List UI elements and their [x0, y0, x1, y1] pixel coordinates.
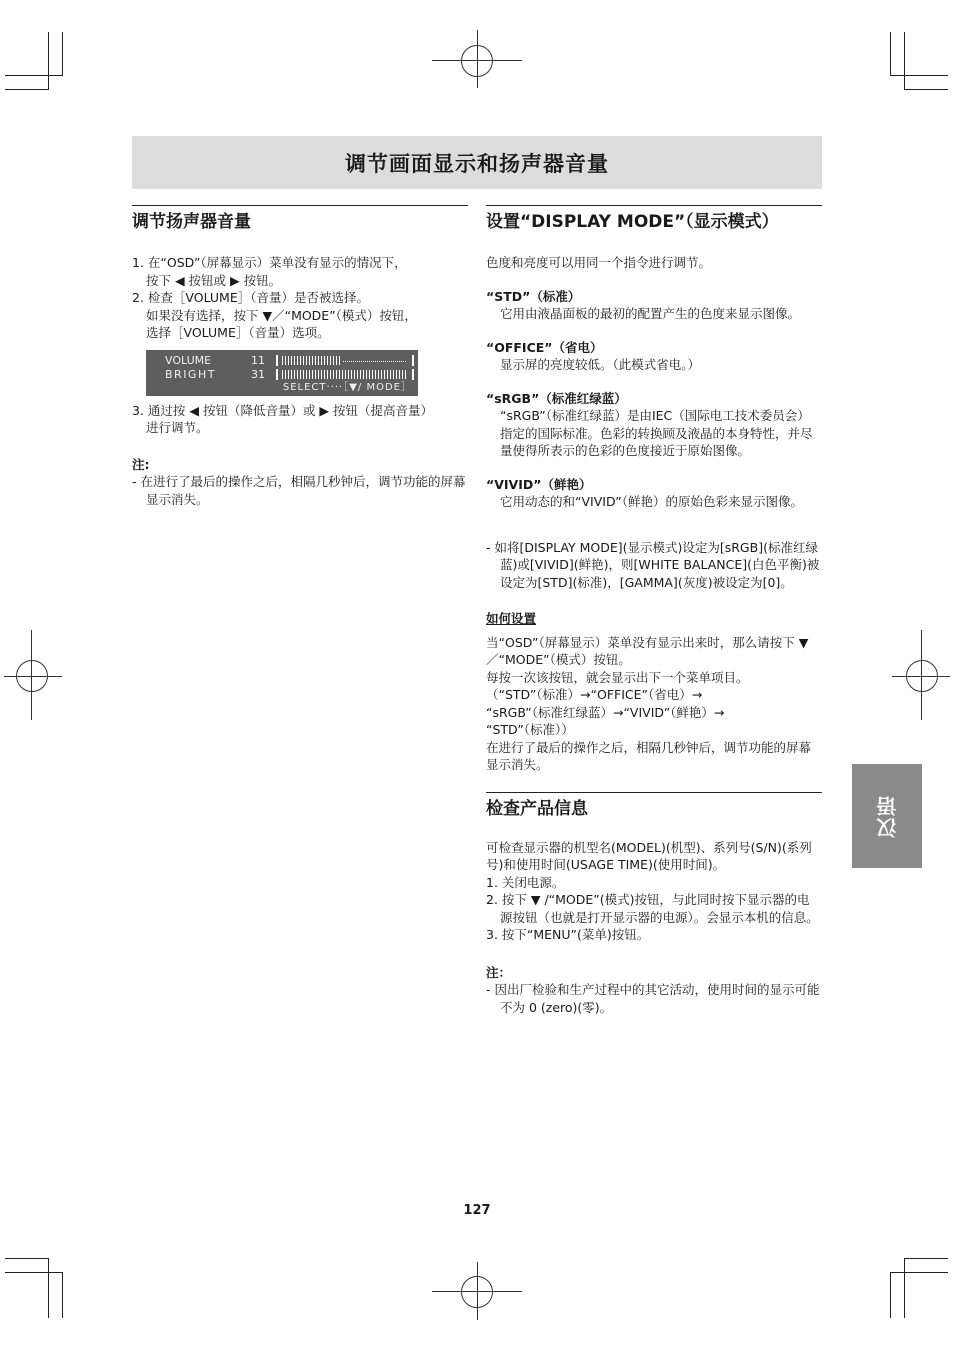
step-1-line-b: 按下 ◀ 按钮或 ▶ 按钮。: [146, 272, 282, 288]
info-note-label: 注：: [486, 964, 512, 980]
display-mode-intro: 色度和亮度可以用同一个指令进行调节。: [486, 255, 712, 270]
language-tab-label: 汉语: [875, 794, 900, 838]
osd-bright-value: 31: [251, 367, 265, 381]
howto-line-2: 每按一次该按钮，就会显示出下一个菜单项目。: [486, 669, 749, 685]
step-3-line-b: 进行调节。: [146, 420, 209, 435]
left-column: [132, 205, 468, 508]
step-3-line-a: 3. 通过按 ◀ 按钮（降低音量）或 ▶ 按钮（提高音量）: [132, 402, 434, 418]
mode-vivid-text: 它用动态的和“VIVID”（鲜艳）的原始色彩来显示图像。: [500, 494, 803, 509]
note-text: - 在进行了最后的操作之后，相隔几秒钟后，调节功能的屏幕显示消失。: [132, 474, 466, 507]
osd-volume-label: VOLUME: [165, 353, 212, 367]
howto-title: 如何设置: [486, 611, 537, 626]
step-2-line-a: 2. 检查［VOLUME］（音量）是否被选择。: [132, 290, 369, 305]
info-step-1: 1. 关闭电源。: [486, 874, 565, 890]
page-title: 调节画面显示和扬声器音量: [345, 151, 609, 176]
osd-volume-preview: [146, 350, 418, 396]
language-tab: [852, 764, 922, 868]
howto-line-6: 在进行了最后的操作之后，相隔几秒钟后，调节功能的屏幕显示消失。: [486, 739, 812, 772]
howto-line-1: 当“OSD”（屏幕显示）菜单没有显示出来时，那么请按下 ▼／“MODE”（模式）按钮。: [486, 634, 809, 667]
section-heading-speaker-volume: 调节扬声器音量: [132, 205, 468, 234]
osd-bright-label: BRIGHT: [165, 367, 216, 381]
info-note-text: - 因出厂检验和生产过程中的其它活动，使用时间的显示可能不为 0 (zero)(零)。: [486, 982, 820, 1015]
step-2-line-c: 选择［VOLUME］（音量）选项。: [146, 325, 330, 340]
info-intro: 可检查显示器的机型名(MODEL)(机型)、系列号(S/N)(系列号)和使用时间(USAGE TIME)(使用时间)。: [486, 839, 812, 872]
osd-volume-empty: [343, 361, 406, 362]
mode-office-title: “OFFICE”（省电）: [486, 339, 603, 355]
info-step-2: 2. 按下 ▼ /“MODE”(模式)按钮，与此同时按下显示器的电源按钮（也就是打开显示器的电源）。会显示本机的信息。: [486, 892, 819, 925]
section-heading-display-mode: 设置“DISPLAY MODE”（显示模式）: [486, 205, 822, 234]
info-step-3: 3. 按下“MENU”(菜单)按钮。: [486, 927, 650, 942]
osd-select-hint: SELECT····［▼/ MODE］: [282, 381, 412, 393]
mode-srgb-title: “sRGB”（标准红绿蓝）: [486, 390, 627, 406]
howto-line-5: “STD”（标准））: [486, 722, 574, 737]
osd-volume-fill: [282, 356, 341, 365]
page-number: 127: [463, 1203, 491, 1218]
osd-volume-value: 11: [251, 353, 265, 367]
mode-vivid-title: “VIVID”（鲜艳）: [486, 476, 592, 492]
section-heading-product-info: 检查产品信息: [486, 792, 822, 821]
mode-std-text: 它用由液晶面板的最初的配置产生的色度来显示图像。: [500, 306, 801, 321]
step-2-line-b: 如果没有选择，按下 ▼／“MODE”（模式）按钮，: [146, 307, 417, 323]
osd-bright-fill: [282, 370, 408, 379]
osd-volume-bar: [276, 355, 414, 366]
osd-bright-bar: [276, 369, 414, 380]
howto-line-3: （“STD”（标准）→“OFFICE”（省电）→: [486, 687, 703, 702]
note-label: 注:: [132, 456, 150, 472]
howto-line-4: “sRGB”（标准红绿蓝）→“VIVID”（鲜艳）→: [486, 704, 725, 720]
display-mode-note: - 如将[DISPLAY MODE](显示模式)设定为[sRGB](标准红绿蓝)或[VIVID](鲜艳)，则[WHITE BALANCE](白色平衡)被设定为[STD](标准)，[GAMMA](灰度)被设定为[0]。: [486, 539, 820, 590]
right-column: [486, 205, 822, 1016]
mode-srgb-text: “sRGB”（标准红绿蓝）是由IEC（国际电工技术委员会）指定的国际标准。色彩的转换顾及液晶的本身特性，并尽量使得所表示的色彩的色度接近于原始图像。: [500, 408, 813, 458]
mode-std-title: “STD”（标准）: [486, 288, 581, 304]
step-1-line-a: 1. 在“OSD”（屏幕显示）菜单没有显示的情况下，: [132, 255, 407, 270]
page-banner: [132, 136, 822, 189]
mode-office-text: 显示屏的亮度较低。（此模式省电。）: [500, 357, 701, 372]
